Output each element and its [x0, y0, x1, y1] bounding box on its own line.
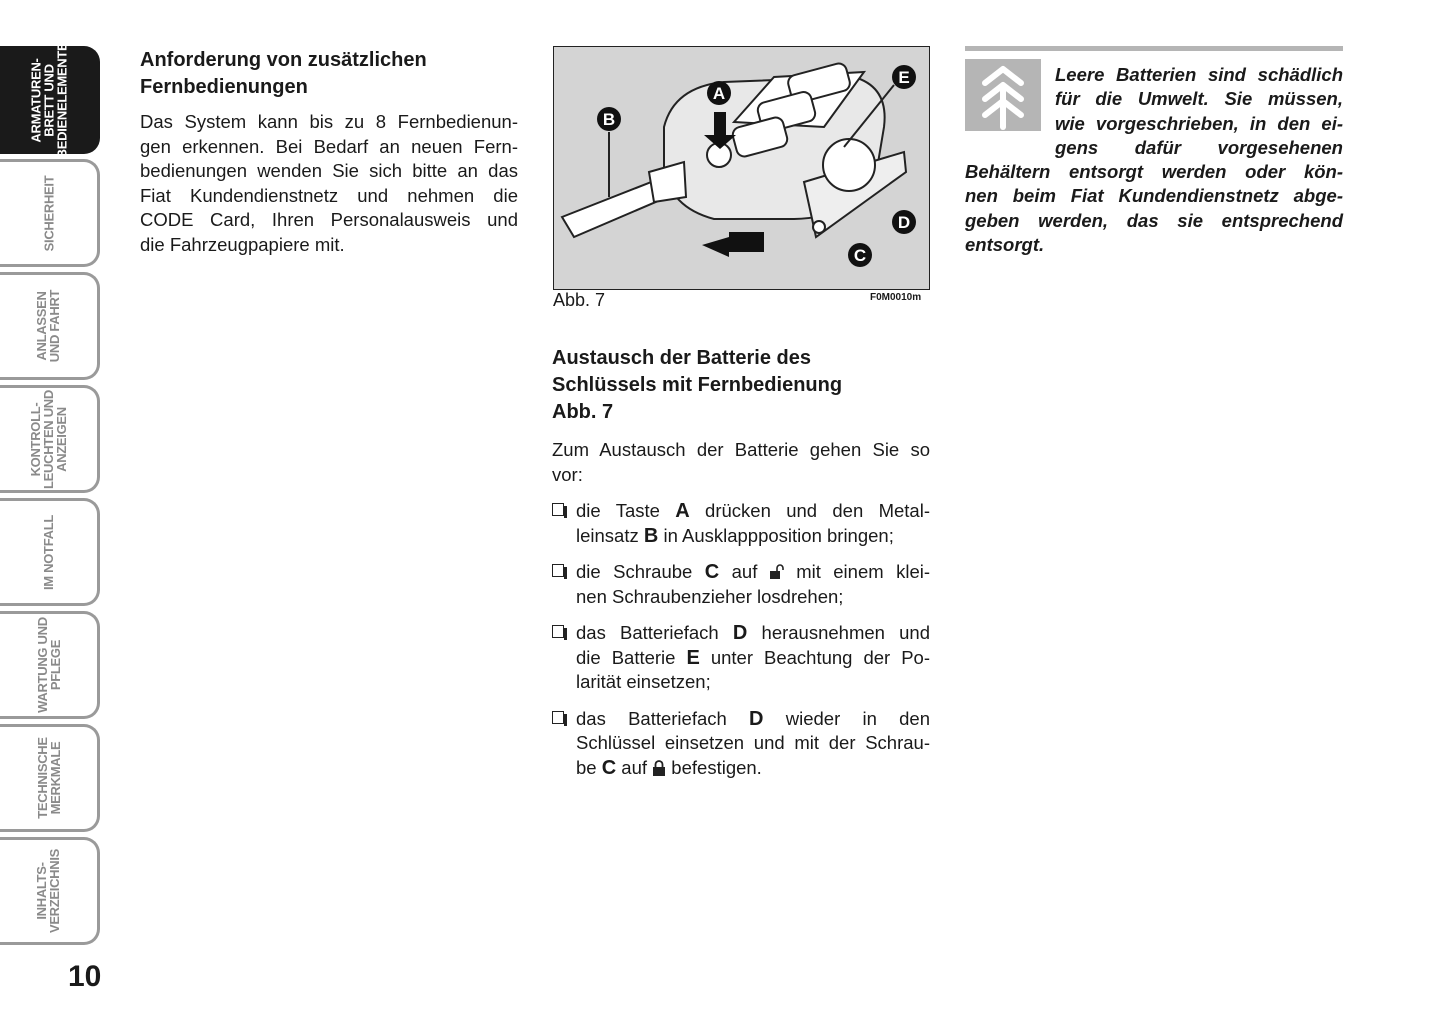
text-line [576, 560, 930, 585]
section-heading [140, 47, 518, 101]
tab-notfall[interactable] [0, 498, 100, 606]
note-line: entsorgt. [965, 234, 1045, 256]
note-line: geben werden, das sie entsprechend [965, 209, 1343, 231]
text-line [576, 707, 930, 732]
tab-label: ARMATUREN- BRETT UND BEDIENELEMENTE [28, 42, 70, 158]
text-line [576, 499, 930, 524]
text-segment: das Batteriefach [576, 707, 750, 729]
tab-label: WARTUNG UND PFLEGE [34, 617, 63, 713]
tab-technische-merkmale[interactable] [0, 724, 100, 832]
text-line [576, 756, 930, 781]
text-line: gen erkennen. Bei Bedarf an neuen Fern- [140, 135, 518, 157]
text-line: vor: [552, 463, 583, 485]
text-segment: unter Beachtung der Po- [699, 646, 930, 668]
text-line [576, 621, 930, 646]
label-d: D [897, 213, 911, 232]
tab-label: KONTROLL- LEUCHTEN UND ANZEIGEN [28, 389, 70, 489]
label-c: C [853, 246, 867, 265]
text-segment: auf [616, 756, 653, 778]
tab-inhaltsverzeichnis[interactable] [0, 837, 100, 945]
tab-wartung[interactable] [0, 611, 100, 719]
text-line: Fiat Kundendienstnetz und nehmen die [140, 184, 518, 206]
list-item [552, 499, 930, 548]
page-number: 10 [68, 960, 102, 993]
list-item [552, 621, 930, 695]
label-e: E [898, 68, 910, 87]
environment-note [965, 46, 1343, 257]
middle-column [552, 345, 930, 780]
list-item [552, 707, 930, 781]
note-line: nen beim Fiat Kundendienstnetz abge- [965, 185, 1343, 207]
text-segment: die Batterie [576, 646, 687, 668]
text-segment: in Ausklappposition bringen; [658, 524, 894, 546]
left-column [140, 47, 518, 257]
text-segment: larität einsetzen; [576, 671, 711, 692]
section-heading [552, 345, 930, 426]
text-line: die Fahrzeugpapiere mit. [140, 233, 345, 255]
text-line: CODE Card, Ihren Personalausweis und [140, 209, 518, 230]
text-segment: herausnehmen und [747, 622, 930, 643]
divider [965, 46, 1343, 51]
tab-anlassen[interactable] [0, 272, 100, 380]
text-segment: be [576, 756, 602, 778]
text-segment: die Schraube [576, 561, 705, 582]
text-segment: drücken und den Metal- [689, 500, 930, 521]
note-line: wie vorgeschrieben, in den ei- [1055, 112, 1343, 134]
heading-line: Schlüssels mit Fernbedienung [552, 374, 843, 396]
figure-code: F0M0010m [870, 292, 922, 303]
part-letter: E [686, 646, 700, 669]
key-illustration [554, 47, 928, 288]
note-line: Leere Batterien sind schädlich [1055, 64, 1343, 85]
text-segment: leinsatz [576, 524, 644, 546]
tab-label: TECHNISCHE MERKMALE [34, 737, 63, 819]
note-line: für die Umwelt. Sie müssen, [1055, 88, 1343, 110]
text-line [576, 646, 930, 671]
tab-armaturenbrett[interactable] [0, 42, 100, 158]
text-line: Zum Austausch der Batterie gehen Sie so [552, 439, 930, 460]
heading-line: Fernbedienungen [140, 76, 308, 98]
checkbox-bullet-icon [552, 625, 564, 638]
recycle-icon [965, 59, 1041, 131]
part-letter: A [675, 500, 690, 522]
text-line: Das System kann bis zu 8 Fernbedienun- [140, 111, 518, 132]
heading-line: Anforderung von zusätzlichen [140, 49, 427, 71]
body-paragraph [140, 110, 518, 257]
intro-paragraph [552, 438, 930, 487]
tab-label: INHALTS- VERZEICHNIS [34, 848, 63, 934]
tab-label: IM NOTFALL [41, 514, 56, 590]
text-segment: Schlüssel einsetzen und mit der Schrau- [576, 732, 930, 753]
figure-caption: Abb. 7 [553, 290, 606, 310]
lock-icon [652, 760, 666, 776]
text-segment: wieder in den [763, 707, 930, 729]
tab-label: SICHERHEIT [40, 175, 56, 251]
text-segment: die Taste [576, 500, 676, 521]
part-letter: B [643, 524, 659, 547]
part-letter: D [749, 707, 764, 730]
unlock-icon [770, 564, 784, 580]
checkbox-bullet-icon [552, 564, 564, 577]
tab-kontrollleuchten[interactable] [0, 385, 100, 493]
text-line: bedienungen wenden Sie sich bitte an das [140, 160, 518, 181]
text-segment: nen Schraubenzieher losdrehen; [576, 585, 844, 607]
tab-label: ANLASSEN UND FAHRT [34, 289, 63, 363]
tab-sicherheit[interactable] [0, 159, 100, 267]
label-b: B [602, 110, 616, 129]
heading-line: Abb. 7 [552, 401, 614, 423]
note-line: gens dafür vorgesehenen [1055, 136, 1343, 158]
text-segment: das Batteriefach [576, 622, 733, 643]
heading-line: Austausch der Batterie des [552, 347, 811, 369]
text-segment: befestigen. [666, 756, 762, 778]
text-line [576, 524, 930, 549]
text-segment: auf [719, 561, 770, 582]
checkbox-bullet-icon [552, 503, 564, 516]
note-line: Behältern entsorgt werden oder kön- [965, 161, 1343, 183]
checkbox-bullet-icon [552, 711, 564, 724]
part-letter: D [732, 622, 748, 644]
text-segment: mit einem klei- [783, 561, 931, 582]
part-letter: C [601, 756, 617, 779]
label-a: A [712, 84, 726, 103]
figure-key-battery-illustration [553, 46, 930, 290]
list-item [552, 560, 930, 609]
part-letter: C [704, 561, 720, 583]
